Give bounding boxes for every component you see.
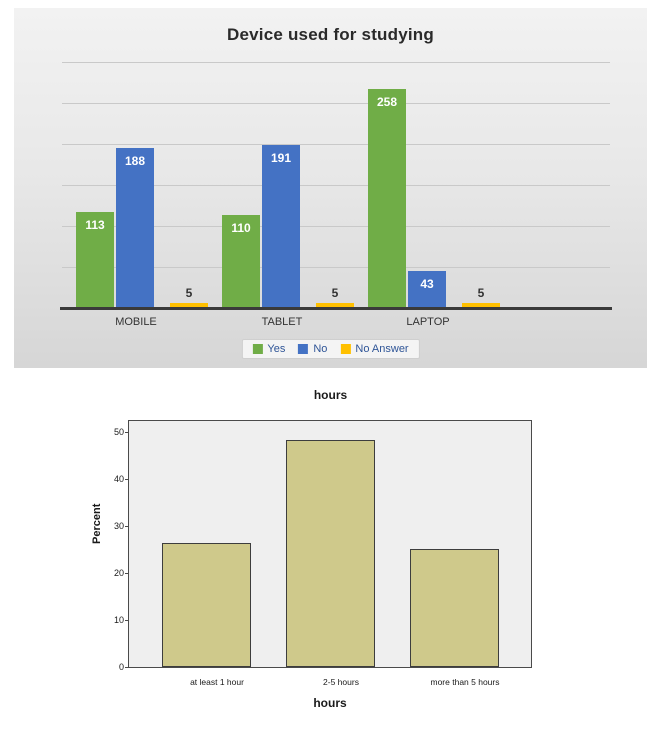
legend-label: No Answer [355, 343, 409, 355]
bar-laptop-yes: 258 [368, 89, 406, 308]
x-tick-label-at-least-1-hour: at least 1 hour [190, 677, 244, 687]
y-tick-label-30: 30 [113, 521, 124, 531]
y-tick-mark [125, 620, 129, 621]
bar-at-least-1-hour [162, 543, 251, 667]
chart-legend [241, 339, 419, 359]
bar-more-than-5-hours [410, 549, 499, 667]
x-tick-label-more-than-5-hours: more than 5 hours [430, 677, 500, 687]
legend-item-no-answer [340, 343, 408, 355]
legend-item-no [298, 343, 327, 355]
x-tick-label-mobile: MOBILE [115, 316, 157, 328]
y-axis-label: Percent [91, 503, 103, 544]
device-used-for-studying-chart [14, 8, 647, 368]
y-tick-mark [125, 432, 129, 433]
chart-title: hours [313, 388, 348, 402]
bar-laptop-no-answer: 5 [462, 303, 500, 308]
bar-mobile-no-answer: 5 [170, 303, 208, 308]
legend-swatch-icon [298, 344, 308, 354]
bar-tablet-no: 191 [262, 145, 300, 308]
bar-tablet-yes: 110 [222, 215, 260, 308]
bar-2-5-hours [286, 440, 375, 667]
y-tick-mark [125, 526, 129, 527]
y-tick-label-50: 50 [113, 427, 124, 437]
x-axis-line [60, 307, 612, 310]
y-tick-label-10: 10 [113, 615, 124, 625]
bar-laptop-no: 43 [408, 271, 446, 308]
legend-swatch-icon [340, 344, 350, 354]
y-tick-label-40: 40 [113, 474, 124, 484]
legend-label: No [313, 343, 328, 355]
chart-plot-area [113, 420, 532, 672]
x-tick-label-laptop: LAPTOP [406, 316, 450, 328]
bar-mobile-yes: 113 [76, 212, 114, 308]
x-tick-label-tablet: TABLET [261, 316, 303, 328]
bar-group-tablet [222, 62, 382, 308]
hours-percent-chart [0, 375, 661, 729]
bar-group-laptop [368, 62, 528, 308]
legend-label: Yes [267, 343, 286, 355]
y-tick-label-20: 20 [113, 568, 124, 578]
chart-title: Device used for studying [227, 25, 434, 44]
y-tick-mark [125, 479, 129, 480]
y-tick-mark [125, 573, 129, 574]
chart-plot-area [62, 62, 610, 308]
y-tick-mark [125, 667, 129, 668]
bar-tablet-no-answer: 5 [316, 303, 354, 308]
legend-item-yes [252, 343, 285, 355]
x-axis-label: hours [313, 696, 347, 710]
legend-swatch-icon [252, 344, 262, 354]
bar-group-mobile [76, 62, 236, 308]
y-tick-label-0: 0 [118, 662, 124, 672]
bar-mobile-no: 188 [116, 148, 154, 308]
x-tick-label-2-5-hours: 2-5 hours [323, 677, 359, 687]
